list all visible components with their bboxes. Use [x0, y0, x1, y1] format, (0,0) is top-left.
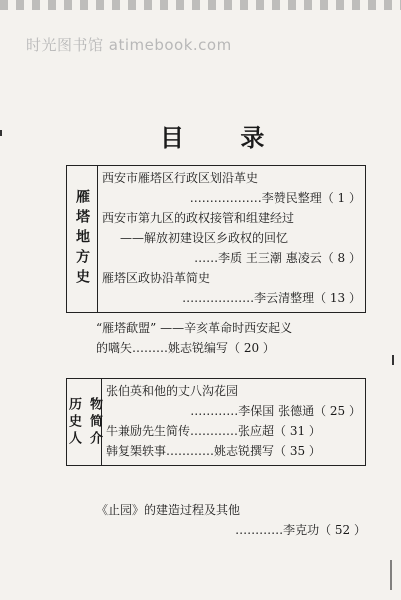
toc-entry-author: ………………李赞民整理（ 1 ） — [189, 191, 361, 205]
scan-mark — [392, 355, 394, 365]
scan-mark — [390, 560, 392, 590]
toc-entry-title: 西安市第九区的政权接管和组建经过 — [102, 211, 295, 225]
section-side-label: 历史人 物简介 — [67, 379, 102, 465]
page-title: 目 录 — [160, 123, 289, 152]
toc-entry-title: 雁塔区政协沿革简史 — [102, 271, 211, 285]
toc-section-entry-2 — [96, 318, 366, 358]
watermark: 时光图书馆 atimebook.com — [26, 36, 232, 54]
toc-entry-author: …………李保国 张德通（ 25 ） — [190, 404, 361, 418]
toc-section-biographies — [66, 378, 366, 466]
toc-section-entry-4 — [96, 500, 366, 540]
toc-entry-author: 的嚆矢………姚志锐编写（ 20 ） — [96, 341, 275, 355]
toc-entry-author: ……李质 王三潮 惠凌云（ 8 ） — [194, 251, 361, 265]
toc-entry-subtitle: ——解放初建设区乡政权的回忆 — [120, 231, 289, 245]
scan-mark — [0, 130, 2, 136]
toc-entry-title: 《止园》的建造过程及其他 — [96, 503, 241, 517]
toc-entry-title: “雁塔歃盟” ——辛亥革命时西安起义 — [96, 321, 293, 335]
toc-entry-title: 张伯英和他的丈八沟花园 — [106, 384, 239, 398]
toc-entry-author: …………李克功（ 52 ） — [235, 523, 366, 537]
top-dash-border — [0, 0, 401, 10]
toc-entry-title: 牛兼励先生简传…………张应超（ 31 ） — [106, 424, 321, 438]
toc-entry-title: 西安市雁塔区行政区划沿革史 — [102, 171, 259, 185]
toc-entry-author: ………………李云清整理（ 13 ） — [182, 291, 361, 305]
toc-entry-title: 韩复榘轶事…………姚志锐撰写（ 35 ） — [106, 444, 321, 458]
toc-section-local-history — [66, 165, 366, 313]
section-side-label: 雁塔地方史 — [67, 166, 98, 312]
